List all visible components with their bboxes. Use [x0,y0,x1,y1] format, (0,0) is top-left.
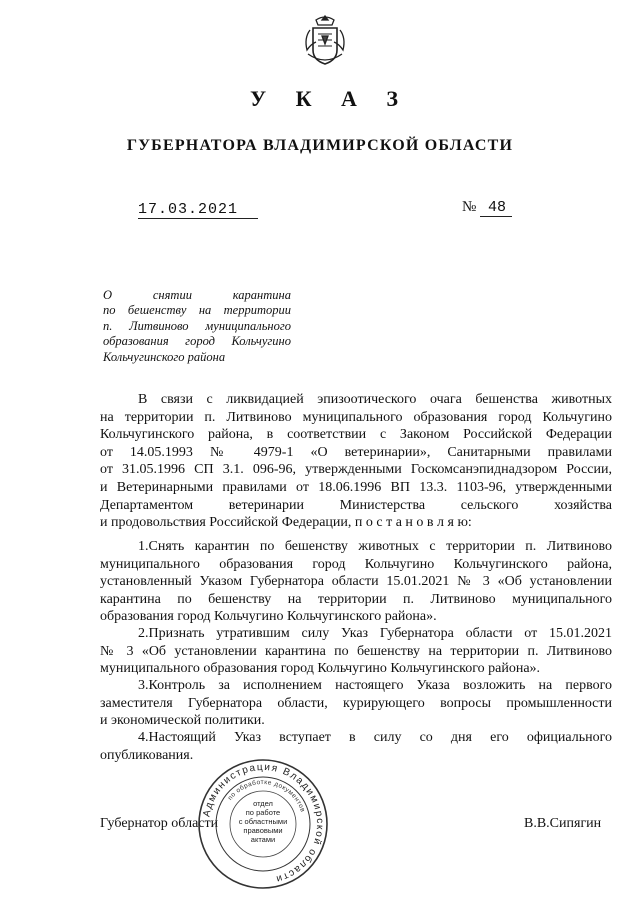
document-subtitle: ГУБЕРНАТОРА ВЛАДИМИРСКОЙ ОБЛАСТИ [126,137,514,154]
text-line: и продовольствия Российской Федерации, п о с т а н о в л я ю: [100,515,472,531]
stamp-center-line: с областными [238,817,288,826]
item-text: Признать утратившим силу Указ Губернатора области от 15.01.2021 [148,626,612,641]
stamp-inner-ring-text: по обработке документов [226,778,307,814]
document-title: У К А З [249,86,411,111]
stamp-center-line: правовыми [243,826,283,835]
item-paragraph-4 [100,729,612,764]
text-line: опубликования. [100,747,194,763]
signatory-name: В.В.Сипягин [524,816,602,831]
text-line [100,677,612,695]
item-number: 1. [138,539,149,554]
item-paragraph-1 [100,538,612,626]
subject-line: п. Литвиново муниципального [103,318,291,333]
item-text: Снять карантин по бешенству животных с территории п. Литвиново [148,539,612,554]
text-line: заместителя Губернатора области, курирующего вопросы промышленности [100,695,612,711]
stamp-center-line: отдел [253,799,273,808]
text-line: Департаментом ветеринарии Министерства сельского хозяйства [100,497,612,513]
item-paragraph-2 [100,625,612,678]
subject-line: образования город Кольчугино [103,334,291,349]
stamp-ring-text: Администрация Владимирской области [201,761,326,885]
text-line: Кольчугинского района, в соответствии с Законом Российской Федерации [100,427,612,443]
text-line: от 31.05.1996 СП 3.1. 096-96, утвержденными Госкомсанэпиднадзором России, [100,462,612,478]
text-line [100,729,612,747]
text-line: № 3 «Об установлении карантина по бешенству на территории п. Литвиново [100,643,612,659]
document-subject [103,288,291,365]
text-line [100,625,612,643]
text-line: на территории п. Литвиново муниципального образования город Кольчугино [100,409,612,425]
preamble-paragraph [100,391,612,532]
item-text: Настоящий Указ вступает в силу со дня его официального [148,730,612,745]
text-line: и экономической политики. [100,713,265,729]
item-paragraph-3 [100,677,612,730]
item-number: 2. [138,626,149,641]
coat-of-arms-emblem [300,10,350,70]
text-line: карантина по бешенству на территории п. Литвиново муниципального [100,591,612,607]
document-number: 48 [480,199,512,217]
item-number: 3. [138,678,149,693]
text-line: муниципального образования город Кольчугино Кольчугинского района, [100,556,612,572]
signatory-position: Губернатор области [100,816,219,831]
text-line: образования город Кольчугино Кольчугинского района». [100,609,437,625]
text-line [100,538,612,556]
item-text: Контроль за исполнением настоящего Указа возложить на первого [148,678,612,693]
subject-line: О снятии карантина [103,288,291,302]
stamp-center-line: актами [250,835,276,844]
text-line: от 14.05.1993 № 4979-1 «О ветеринарии», Санитарными правилами [100,444,612,460]
text-line: установленный Указом Губернатора области 15.01.2021 № 3 «Об установлении [100,574,612,590]
subject-line: Кольчугинского района [103,349,226,364]
stamp-center-line: по работе [245,808,281,817]
text-line: и Ветеринарными правилами от 18.06.1996 ВП 13.3. 1103-96, утвержденными [100,479,612,495]
text-line: В связи с ликвидацией эпизоотического очага бешенства животных [138,392,612,407]
document-date: 17.03.2021 [138,201,258,219]
item-number: 4. [138,730,149,745]
official-stamp [195,756,331,892]
number-label: № [462,199,477,215]
subject-line: по бешенству на территории [103,303,291,318]
text-line: муниципального образования город Кольчугино Кольчугинского района». [100,661,541,677]
